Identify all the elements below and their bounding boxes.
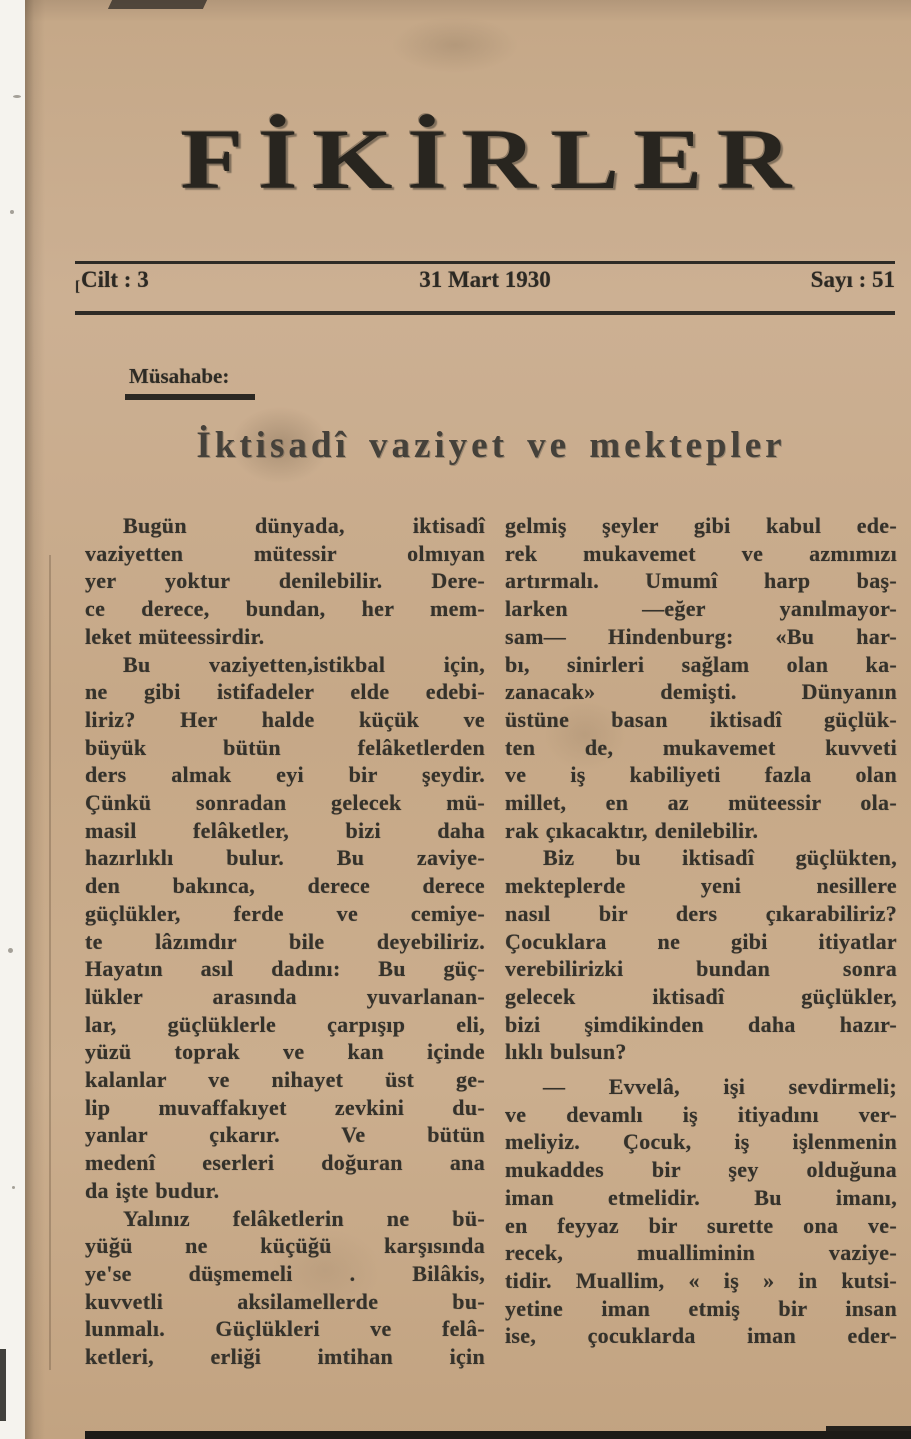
- text-line: — Evvelâ, işi sevdirmeli;: [543, 1074, 897, 1100]
- paper-speck: [12, 1186, 15, 1189]
- text-line: vaziyetten mütessir olmıyan: [85, 540, 485, 566]
- text-line: en feyyaz bir surette ona ve-: [505, 1212, 897, 1238]
- text-line: kalanlar ve nihayet üst ge-: [85, 1067, 485, 1093]
- volume-label: [75, 267, 149, 296]
- text-line: kuvvetli aksilamellerde bu-: [85, 1288, 485, 1314]
- text-line: artırmalı. Umumî harp baş-: [505, 568, 897, 594]
- text-line: mukaddes bir şey olduğuna: [505, 1157, 897, 1183]
- text-line: gelecek iktisadî güçlükler,: [505, 983, 897, 1009]
- text-line: ise, çocuklarda iman eder-: [505, 1323, 897, 1349]
- text-line: ketleri, erliği imtihan için: [85, 1344, 485, 1370]
- scan-artifact-left: [0, 1349, 6, 1421]
- text-line: millet, en az müteessir ola-: [505, 790, 897, 816]
- text-line: liriz? Her halde küçük ve: [85, 706, 485, 732]
- text-line: sam— Hindenburg: «Bu har-: [505, 623, 897, 649]
- text-line: te lâzımdır bile deyebiliriz.: [85, 928, 485, 954]
- article-title: İktisadî vaziyet ve mektepler: [196, 425, 786, 466]
- text-line: larken —eğer yanılmayor-: [505, 596, 897, 622]
- text-line: bı, sinirleri sağlam olan ka-: [505, 651, 897, 677]
- scan-artifact-top: [108, 0, 207, 9]
- date-label: 31 Mart 1930: [419, 267, 551, 292]
- text-line: Çünkü sonradan gelecek mü-: [85, 790, 485, 816]
- left-column: [85, 512, 485, 1371]
- divider-rule-thin: [75, 261, 895, 264]
- print-artifact-mark: [: [75, 279, 80, 295]
- text-line: lunmalı. Güçlükleri ve felâ-: [85, 1316, 485, 1342]
- divider-rule-thick: [75, 311, 895, 315]
- text-line: yüzü toprak ve kan içinde: [85, 1039, 485, 1065]
- text-line: mekteplerde yeni nesillere: [505, 873, 897, 899]
- issue-bar: [75, 267, 895, 296]
- text-line: rek mukavemet ve azmımızı: [505, 540, 897, 566]
- masthead-title: FİKİRLER: [180, 111, 806, 207]
- text-line: zanacak» demişti. Dünyanın: [505, 679, 897, 705]
- text-line: medenî eserleri doğuran ana: [85, 1150, 485, 1176]
- text-line: lükler arasında yuvarlanan-: [85, 983, 485, 1009]
- text-line: yetine iman etmiş bir insan: [505, 1295, 897, 1321]
- paper-speck: [8, 948, 13, 953]
- text-line: ve iş kabiliyeti fazla olan: [505, 762, 897, 788]
- right-column: [505, 512, 897, 1371]
- text-line: yüğü ne küçüğü karşısında: [85, 1233, 485, 1259]
- text-line: leket müteessirdir.: [85, 623, 265, 649]
- text-line: nasıl bir ders çıkarabiliriz?: [505, 900, 897, 926]
- text-line: lip muvaffakıyet zevkini du-: [85, 1094, 485, 1120]
- paper-crease: [49, 555, 51, 1370]
- text-line: üstüne basan iktisadî güçlük-: [505, 706, 897, 732]
- text-line: verebilirizki bundan sonra: [505, 956, 897, 982]
- text-line: ce derece, bundan, her mem-: [85, 596, 485, 622]
- text-line: ve devamlı iş itiyadını ver-: [505, 1101, 897, 1127]
- text-line: Bugün dünyada, iktisadî: [123, 513, 485, 538]
- text-line: Bu vaziyetten,istikbal için,: [123, 651, 485, 677]
- text-line: ders almak eyi bir şeydir.: [85, 762, 485, 788]
- text-line: lar, güçlüklerle çarpışıp eli,: [85, 1011, 485, 1037]
- text-line: büyük bütün felâketlerden: [85, 734, 485, 760]
- text-line: Çocuklara ne gibi itiyatlar: [505, 928, 897, 954]
- text-line: rak çıkacaktır, denilebilir.: [505, 817, 759, 843]
- text-line: lıklı bulsun?: [505, 1039, 627, 1065]
- issue-number-label: Sayı : 51: [810, 267, 895, 292]
- text-line: yer yoktur denilebilir. Dere-: [85, 568, 485, 594]
- volume-text: Cilt : 3: [81, 267, 149, 292]
- text-line: ten de, mukavemet kuvveti: [505, 734, 897, 760]
- text-line: iman etmelidir. Bu imanı,: [505, 1184, 897, 1210]
- text-line: ne gibi istifadeler elde edebi-: [85, 679, 485, 705]
- text-line: hazırlıklı bulur. Bu zaviye-: [85, 845, 485, 871]
- text-line: meliyiz. Çocuk, iş işlenmenin: [505, 1129, 897, 1155]
- text-line: Yalınız felâketlerin ne bü-: [123, 1205, 485, 1231]
- text-line: Hayatın asıl dadını: Bu güç-: [85, 956, 485, 982]
- text-line: gelmiş şeyler gibi kabul ede-: [505, 513, 897, 538]
- paper-page: [25, 0, 911, 1439]
- section-underline: [125, 394, 255, 400]
- text-line: Biz bu iktisadî güçlükten,: [543, 845, 897, 871]
- section-label: Müsahabe:: [129, 364, 230, 388]
- text-line: den bakınca, derece derece: [85, 873, 485, 899]
- text-line: ye'se düşmemeli . Bilâkis,: [85, 1260, 485, 1286]
- text-line: recek, mualliminin vaziye-: [505, 1240, 897, 1266]
- text-line: yanlar çıkarır. Ve bütün: [85, 1122, 485, 1148]
- text-line: bizi şimdikinden daha hazır-: [505, 1011, 897, 1037]
- paper-speck: [10, 210, 14, 214]
- article-body: [85, 512, 897, 1371]
- text-line: tidir. Muallim, « iş » in kutsi-: [505, 1267, 897, 1293]
- text-line: güçlükler, ferde ve cemiye-: [85, 900, 485, 926]
- text-line: masil felâketler, bizi daha: [85, 817, 485, 843]
- scanner-margin: [0, 0, 25, 1439]
- scan-bottom-edge: [85, 1431, 911, 1439]
- paper-speck: [13, 95, 21, 98]
- text-line: da işte budur.: [85, 1177, 220, 1203]
